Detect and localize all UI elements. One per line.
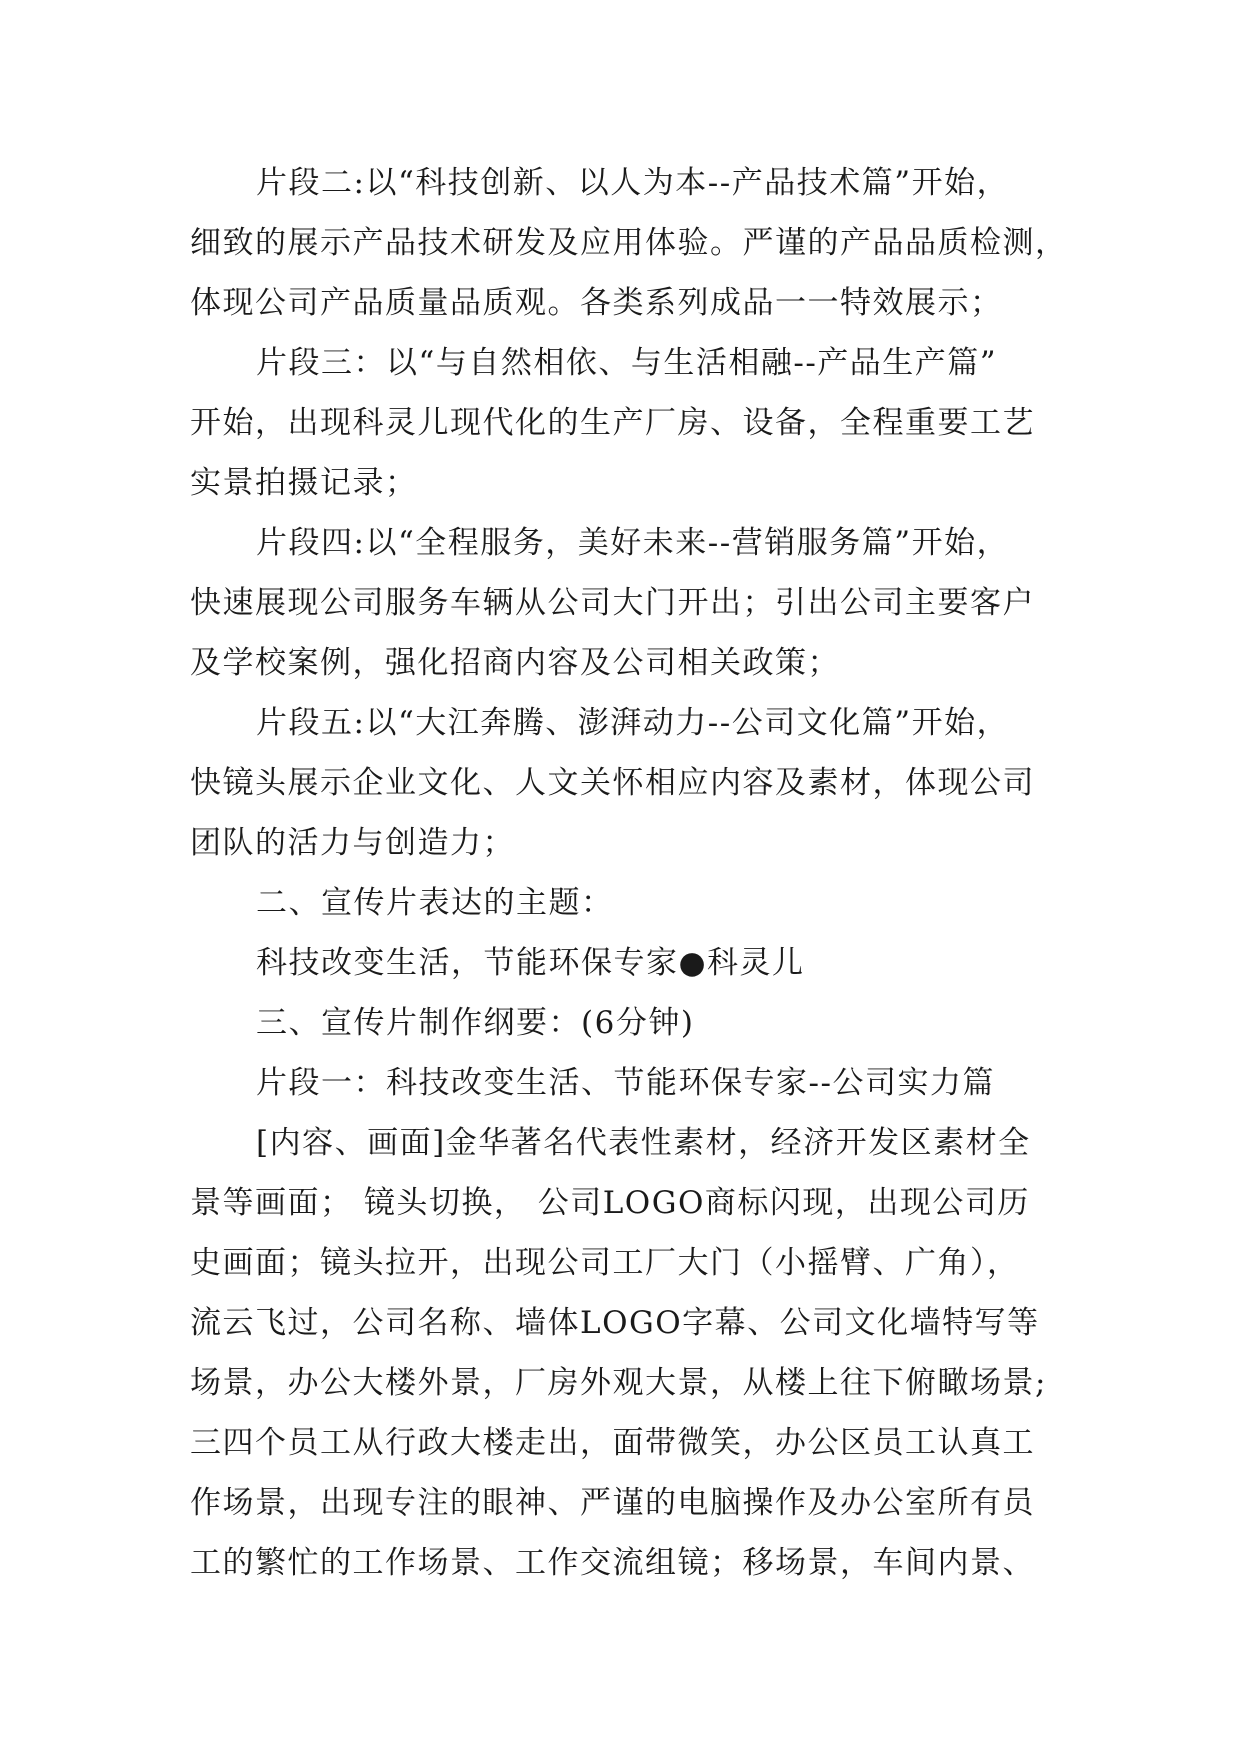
paragraph-line: 体现公司产品质量品质观。各类系列成品一一特效展示；: [190, 285, 1003, 321]
paragraph-line: 快镜头展示企业文化、人文关怀相应内容及素材，体现公司: [190, 765, 1035, 801]
paragraph-line: 工的繁忙的工作场景、工作交流组镜；移场景，车间内景、: [190, 1545, 1035, 1581]
paragraph-line: 开始，出现科灵儿现代化的生产厂房、设备，全程重要工艺: [190, 405, 1035, 441]
paragraph-line: 景等画面； 镜头切换， 公司LOGO商标闪现，出现公司历: [190, 1185, 1030, 1221]
paragraph-line: 细致的展示产品技术研发及应用体验。严谨的产品品质检测，: [190, 225, 1068, 261]
paragraph-line: 片段三：以“与自然相依、与生活相融--产品生产篇”: [256, 345, 998, 381]
theme-line: 科技改变生活，节能环保专家●科灵儿: [256, 945, 805, 981]
paragraph-line: 场景，办公大楼外景，厂房外观大景，从楼上往下俯瞰场景;: [190, 1365, 1047, 1401]
paragraph-line: 实景拍摄记录；: [190, 465, 418, 501]
paragraph-line: 片段二:以“科技创新、以人为本--产品技术篇”开始，: [256, 165, 1010, 201]
section-heading: 三、宣传片制作纲要：(6分钟): [256, 1005, 695, 1041]
paragraph-line: 片段一：科技改变生活、节能环保专家--公司实力篇: [256, 1065, 995, 1101]
paragraph-line: 及学校案例，强化招商内容及公司相关政策；: [190, 645, 840, 681]
paragraph-line: 三四个员工从行政大楼走出，面带微笑，办公区员工认真工: [190, 1425, 1035, 1461]
paragraph-line: 作场景，出现专注的眼神、严谨的电脑操作及办公室所有员: [190, 1485, 1035, 1521]
paragraph-line: 团队的活力与创造力；: [190, 825, 515, 861]
paragraph-line: 流云飞过，公司名称、墙体LOGO字幕、公司文化墙特写等: [190, 1305, 1040, 1341]
paragraph-line: 片段四:以“全程服务，美好未来--营销服务篇”开始，: [256, 525, 1010, 561]
paragraph-line: 片段五:以“大江奔腾、澎湃动力--公司文化篇”开始，: [256, 705, 1010, 741]
paragraph-line: 史画面；镜头拉开，出现公司工厂大门（小摇臂、广角），: [190, 1245, 1020, 1281]
paragraph-line: [内容、画面]金华著名代表性素材，经济开发区素材全: [256, 1125, 1031, 1161]
paragraph-line: 快速展现公司服务车辆从公司大门开出；引出公司主要客户: [190, 585, 1035, 621]
section-heading: 二、宣传片表达的主题：: [256, 885, 614, 921]
